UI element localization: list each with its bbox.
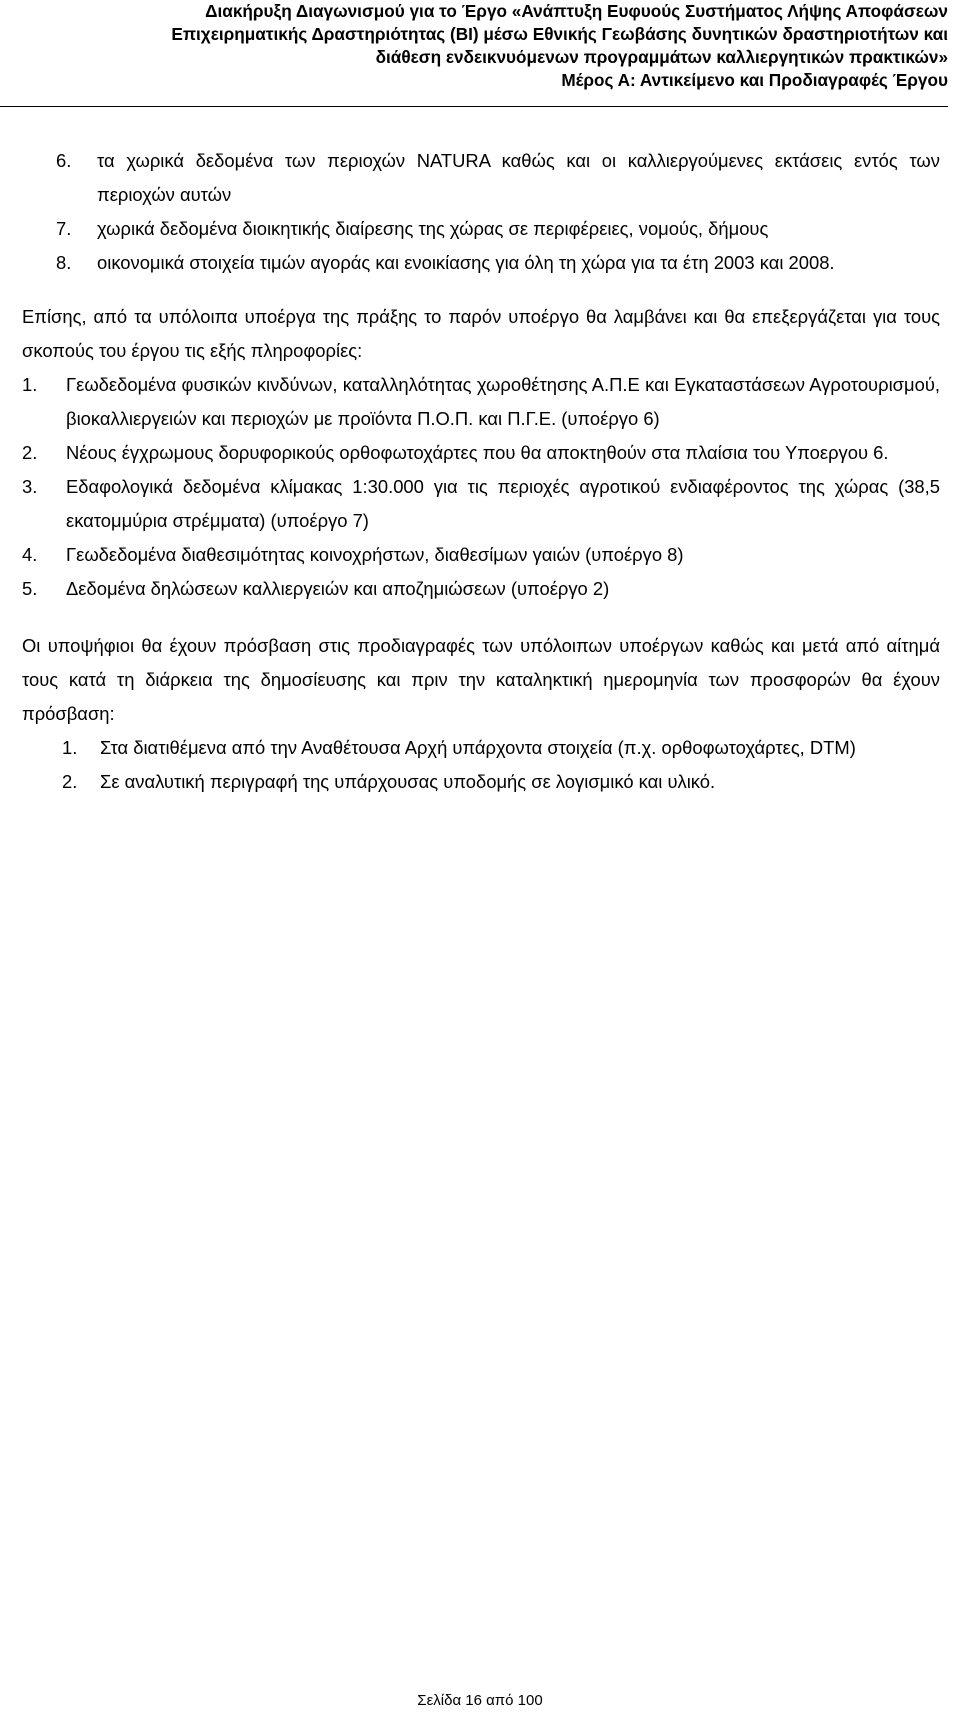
header-title-line-3: διάθεση ενδεικνυόμενων προγραμμάτων καλλιεργητικών πρακτικών» [375, 47, 948, 67]
list-item-text: Εδαφολογικά δεδομένα κλίμακας 1:30.000 για τις περιοχές αγροτικού ενδιαφέροντος της χώρας (38,5 εκατομμύρια στρέμματα) (υποέργο 7) [66, 476, 940, 531]
list-item-text: Δεδομένα δηλώσεων καλλιεργειών και αποζημιώσεων (υποέργο 2) [66, 578, 610, 599]
list-item-number: 8. [56, 252, 72, 273]
subproject-inputs-list [22, 368, 940, 606]
page-header [0, 0, 948, 107]
list-item-number: 3. [22, 476, 38, 497]
header-title-line-1: Διακήρυξη Διαγωνισμού για το Έργο «Ανάπτυξη Ευφυούς Συστήματος Λήψης Αποφάσεων [205, 1, 948, 21]
list-item-text: Σε αναλυτική περιγραφή της υπάρχουσας υποδομής σε λογισμικό και υλικό. [100, 771, 716, 792]
list-item-text: χωρικά δεδομένα διοικητικής διαίρεσης της χώρας σε περιφέρειες, νομούς, δήμους [97, 218, 769, 239]
document-body [22, 144, 940, 799]
list-item-text: τα χωρικά δεδομένα των περιοχών NATURA καθώς και οι καλλιεργούμενες εκτάσεις εντός των περιοχών αυτών [97, 150, 940, 205]
list-item-number: 4. [22, 544, 38, 565]
list-item [22, 212, 940, 246]
page-number: Σελίδα 16 από 100 [417, 1692, 543, 1709]
list-item [22, 246, 940, 280]
list-item-text: οικονομικά στοιχεία τιμών αγοράς και ενοικίασης για όλη τη χώρα για τα έτη 2003 και 2008. [97, 252, 835, 273]
list-item-number: 2. [22, 442, 38, 463]
list-item-number: 5. [22, 578, 38, 599]
list-item [22, 731, 940, 765]
paragraph-candidates-access: Οι υποψήφιοι θα έχουν πρόσβαση στις προδιαγραφές των υπόλοιπων υποέργων καθώς και μετά από αίτημά τους κατά τη διάρκεια της δημοσίευσης και πριν την καταληκτική ημερομηνία των προσφορών θα έχουν πρόσβαση: [22, 635, 940, 724]
list-item-number: 7. [56, 218, 72, 239]
paragraph-subprojects-intro: Επίσης, από τα υπόλοιπα υποέργα της πράξης το παρόν υποέργο θα λαμβάνει και θα επεξεργάζεται για τους σκοπούς του έργου τις εξής πληροφορίες: [22, 306, 940, 361]
list-item-number: 6. [56, 150, 72, 171]
list-item [22, 572, 940, 606]
header-title-line-2: Επιχειρηματικής Δραστηριότητας (BI) μέσω Εθνικής Γεωβάσης δυνητικών δραστηριοτήτων και [171, 24, 948, 44]
list-item [22, 765, 940, 799]
list-item-text: Γεωδεδομένα φυσικών κινδύνων, καταλληλότητας χωροθέτησης Α.Π.Ε και Εγκαταστάσεων Αγροτουρισμού, βιοκαλλιεργειών και περιοχών με προϊόντα Π.Ο.Π. και Π.Γ.Ε. (υποέργο 6) [66, 374, 940, 429]
list-item-number: 2. [62, 771, 78, 792]
list-item-text: Στα διατιθέμενα από την Αναθέτουσα Αρχή υπάρχοντα στοιχεία (π.χ. ορθοφωτοχάρτες, DTM) [100, 737, 856, 758]
list-item [22, 368, 940, 436]
header-section-title: Μέρος Α: Αντικείμενο και Προδιαγραφές Έργου [561, 70, 948, 90]
list-item-number: 1. [62, 737, 78, 758]
data-sources-list [22, 144, 940, 280]
list-item [22, 436, 940, 470]
access-list [22, 731, 940, 799]
list-item-text: Νέους έγχρωμους δορυφορικούς ορθοφωτοχάρτες που θα αποκτηθούν στα πλαίσια του Υποεργου 6. [66, 442, 889, 463]
list-item [22, 538, 940, 572]
list-item [22, 144, 940, 212]
list-item-text: Γεωδεδομένα διαθεσιμότητας κοινοχρήστων, διαθεσίμων γαιών (υποέργο 8) [66, 544, 684, 565]
list-item-number: 1. [22, 374, 38, 395]
list-item [22, 470, 940, 538]
